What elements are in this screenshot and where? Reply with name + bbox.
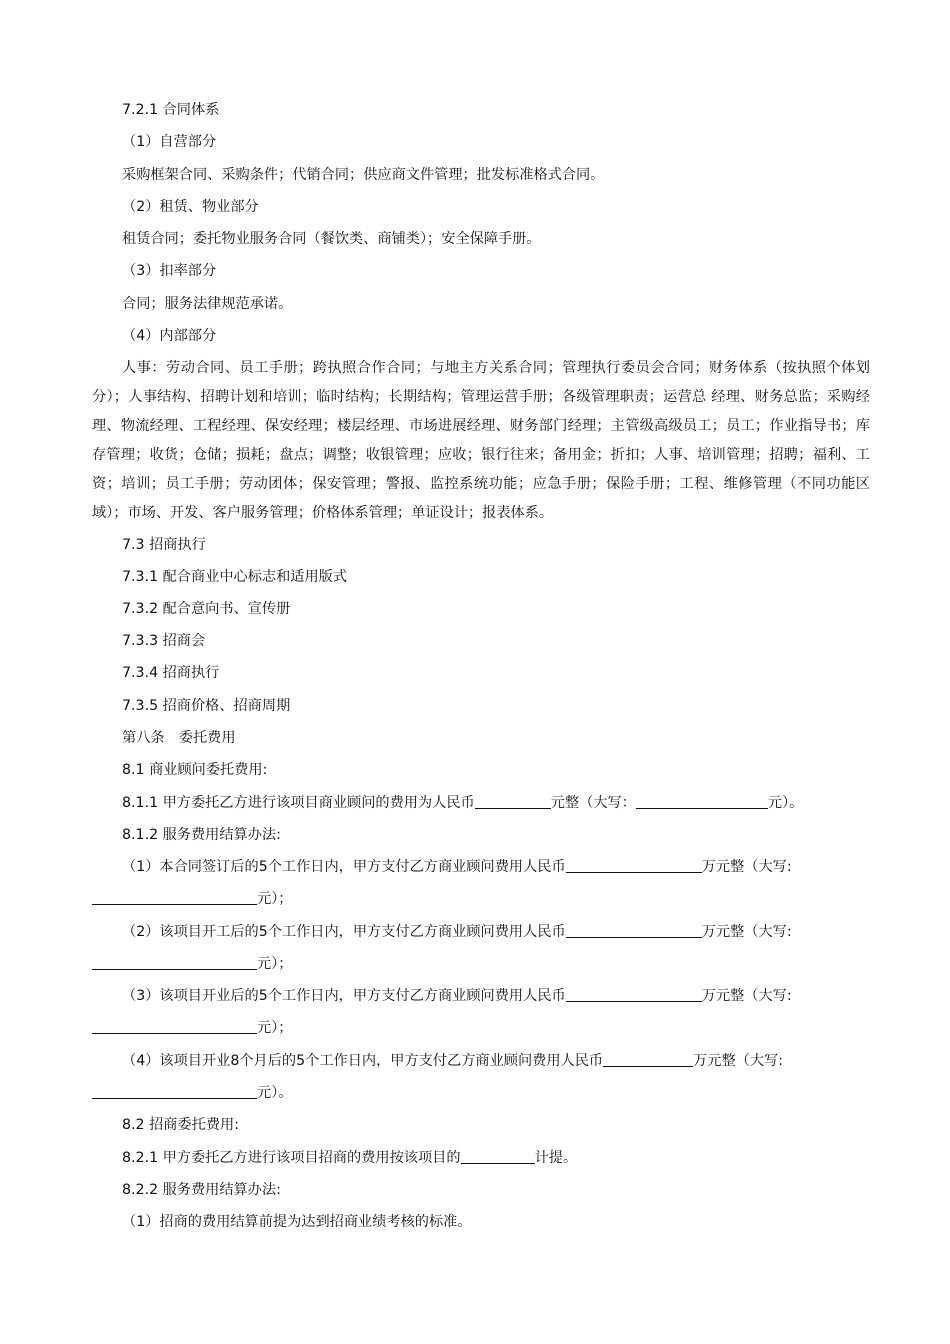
amount-words-blank[interactable] bbox=[92, 1018, 257, 1034]
clause-text: 8.2.1 甲方委托乙方进行该项目招商的费用按该项目的 bbox=[122, 1150, 461, 1166]
heading-7-2-1: 7.2.1 合同体系 bbox=[122, 102, 220, 118]
amount-blank[interactable] bbox=[566, 986, 702, 1002]
paragraph-lease-property: 租赁合同；委托物业服务合同（餐饮类、商铺类）；安全保障手册。 bbox=[122, 231, 541, 247]
amount-words-blank[interactable] bbox=[636, 793, 768, 809]
payment-item-1 bbox=[92, 853, 902, 882]
clause-text: （3）该项目开业后的5个工作日内，甲方支付乙方商业顾问费用人民币 bbox=[122, 988, 566, 1004]
clause-text: 万元整（大写: bbox=[693, 1053, 783, 1069]
heading-7-3: 7.3 招商执行 bbox=[122, 537, 206, 553]
clause-text: 元）。 bbox=[257, 1085, 293, 1101]
percentage-blank[interactable] bbox=[461, 1148, 535, 1164]
amount-blank[interactable] bbox=[566, 922, 702, 938]
subheading-self-operated: （1）自营部分 bbox=[122, 134, 217, 150]
payment-item-4-cont bbox=[92, 1079, 872, 1108]
clause-text: 8.1.1 甲方委托乙方进行该项目商业顾问的费用为人民币 bbox=[122, 795, 475, 811]
clause-8-2-1 bbox=[92, 1144, 902, 1173]
paragraph-internal-hr: 人事：劳动合同、员工手册；跨执照合作合同；与地主方关系合同；管理执行委员会合同；财务体系（按执照个体划分）；人事结构、招聘计划和培训；临时结构；长期结构；管理运营手册；各级管理职责；运营总 经理、财务总监；采购经理、物流经理、工程经理、保安经理；楼层经理、市场进展经理、财务部门经理；主管级高级员工；员工；作业指导书；库存管理；收货；仓储；损耗；盘点；调整；收银管理；应收；银行往来；备用金；折扣；人事、培训管理；招聘；福利、工资；培训；员工手册；劳动团体；保安管理；警报、监控系统功能；应急手册；保险手册；工程、维修管理（不同功能区域）；市场、开发、客户服务管理；价格体系管理；单证设计；报表体系。 bbox=[92, 360, 870, 521]
subheading-lease-property: （2）租赁、物业部分 bbox=[122, 199, 259, 215]
article-8-heading: 第八条 委托费用 bbox=[122, 730, 236, 746]
payment-item-3 bbox=[92, 982, 902, 1011]
payment-item-1-cont bbox=[92, 885, 872, 914]
subheading-internal: （4）内部部分 bbox=[122, 328, 217, 344]
clause-text: 元整（大写： bbox=[550, 795, 636, 811]
heading-8-2-2: 8.2.2 服务费用结算办法: bbox=[122, 1182, 281, 1198]
clause-text: 万元整（大写: bbox=[701, 924, 792, 940]
clause-text: 万元整（大写: bbox=[701, 859, 792, 875]
settlement-item-1: （1）招商的费用结算前提为达到招商业绩考核的标准。 bbox=[122, 1214, 472, 1230]
payment-item-2 bbox=[92, 918, 902, 947]
amount-blank[interactable] bbox=[566, 857, 702, 873]
heading-8-1: 8.1 商业顾问委托费用: bbox=[122, 762, 268, 778]
heading-7-3-1: 7.3.1 配合商业中心标志和适用版式 bbox=[122, 569, 348, 585]
clause-text: （1）本合同签订后的5个工作日内，甲方支付乙方商业顾问费用人民币 bbox=[122, 859, 566, 875]
clause-text: 元）； bbox=[257, 891, 293, 907]
clause-text: 元）； bbox=[257, 1020, 293, 1036]
heading-7-3-4: 7.3.4 招商执行 bbox=[122, 665, 220, 681]
heading-8-2: 8.2 招商委托费用: bbox=[122, 1117, 239, 1133]
payment-item-2-cont bbox=[92, 950, 872, 979]
clause-text: 计提。 bbox=[534, 1150, 578, 1166]
heading-8-1-2: 8.1.2 服务费用结算办法: bbox=[122, 827, 281, 843]
amount-blank[interactable] bbox=[603, 1051, 693, 1067]
payment-item-3-cont bbox=[92, 1014, 872, 1043]
clause-text: （2）该项目开工后的5个工作日内，甲方支付乙方商业顾问费用人民币 bbox=[122, 924, 566, 940]
amount-words-blank[interactable] bbox=[92, 1083, 257, 1099]
clause-8-1-1 bbox=[92, 789, 902, 818]
heading-7-3-3: 7.3.3 招商会 bbox=[122, 633, 206, 649]
amount-words-blank[interactable] bbox=[92, 889, 257, 905]
paragraph-deduction: 合同；服务法律规范承诺。 bbox=[122, 296, 293, 312]
clause-text: 元）； bbox=[257, 956, 293, 972]
payment-item-4 bbox=[92, 1047, 902, 1076]
amount-words-blank[interactable] bbox=[92, 954, 257, 970]
clause-text: （4）该项目开业8个月后的5个工作日内，甲方支付乙方商业顾问费用人民币 bbox=[122, 1053, 604, 1069]
heading-7-3-2: 7.3.2 配合意向书、宣传册 bbox=[122, 601, 291, 617]
paragraph-self-operated: 采购框架合同、采购条件；代销合同；供应商文件管理；批发标准格式合同。 bbox=[122, 167, 605, 183]
subheading-deduction: （3）扣率部分 bbox=[122, 263, 217, 279]
clause-text: 元）。 bbox=[767, 795, 804, 811]
heading-7-3-5: 7.3.5 招商价格、招商周期 bbox=[122, 698, 291, 714]
amount-blank[interactable] bbox=[475, 793, 551, 809]
clause-text: 万元整（大写: bbox=[701, 988, 792, 1004]
